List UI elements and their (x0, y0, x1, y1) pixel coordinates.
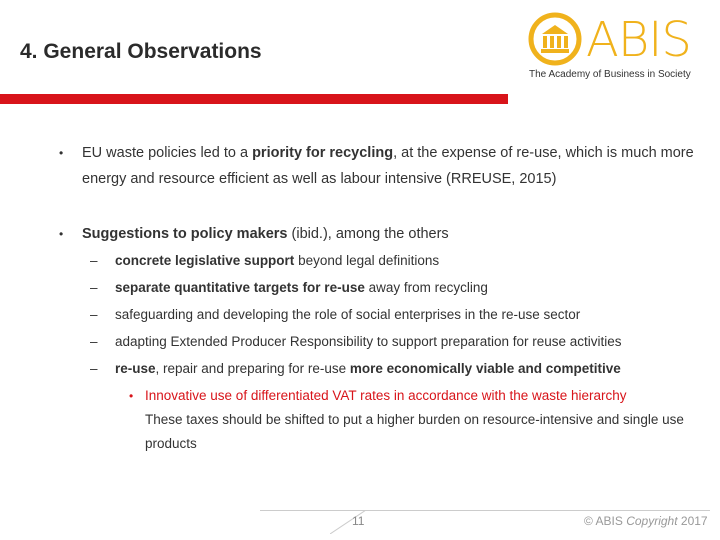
temple-icon (528, 12, 582, 66)
dash-icon: – (90, 334, 98, 349)
slide-title: 4. General Observations (20, 40, 262, 63)
sub-item-producer-responsibility: – adapting Extended Producer Responsibility to support preparation for reuse activities (90, 334, 622, 349)
copyright-notice: © ABIS Copyright 2017 (584, 514, 708, 528)
sub-item-legislative-support: – concrete legislative support beyond legal definitions (90, 253, 440, 268)
dash-icon: – (90, 280, 98, 295)
logo-tagline: The Academy of Business in Society (529, 69, 691, 80)
bullet-dot-icon: • (59, 227, 64, 241)
sub-item-economically-viable: – re-use, repair and preparing for re-use more economically viable and competitive (90, 361, 621, 376)
bullet-policy-suggestions: • Suggestions to policy makers (ibid.), among the others (82, 221, 694, 247)
dash-icon: – (90, 361, 98, 376)
footer-divider (260, 510, 710, 511)
sub-item-reuse-targets: – separate quantitative targets for re-use away from recycling (90, 280, 488, 295)
dash-icon: – (90, 307, 98, 322)
bullet-recycling-priority: • EU waste policies led to a priority for recycling, at the expense of re-use, which is much more energy and resource efficient as well as labour intensive (RREUSE, 2015) (82, 140, 694, 192)
abis-logo (526, 8, 706, 86)
title-accent-bar (0, 94, 508, 104)
sub-item-social-enterprises: – safeguarding and developing the role of social enterprises in the re-use sector (90, 307, 581, 322)
logo-wordmark: ABIS (586, 12, 691, 68)
bullet-dot-icon: • (59, 146, 64, 160)
page-number: 11 (352, 514, 365, 528)
subsub-item-vat-rates: • Innovative use of differentiated VAT rates in accordance with the waste hierarchy These taxes should be shifted to put a higher burden on resource-intensive and single use products (145, 384, 695, 456)
dash-icon: – (90, 253, 98, 268)
bullet-dot-icon: • (129, 389, 134, 403)
